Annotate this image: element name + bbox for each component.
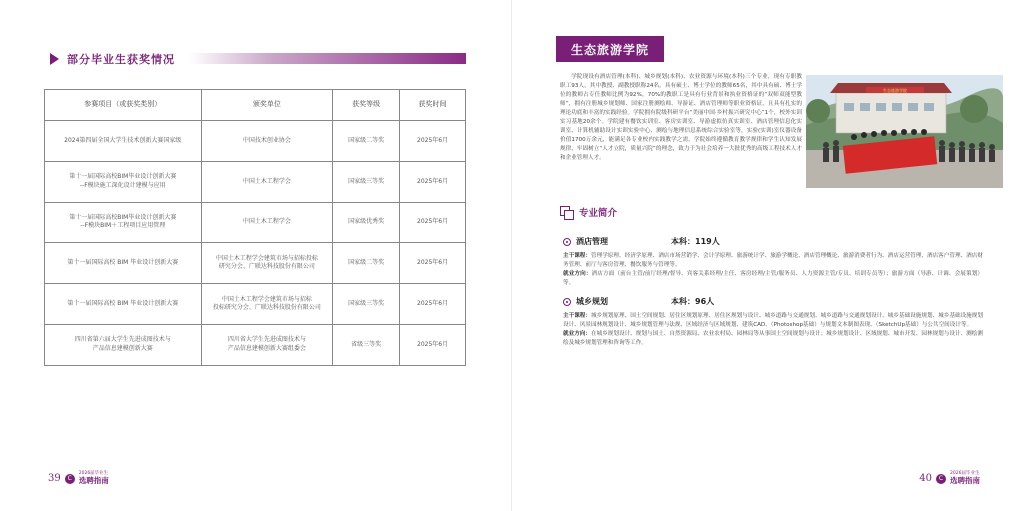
table-cell: 2025年6月 — [400, 121, 466, 162]
major-name: 酒店管理 — [576, 237, 608, 246]
core-text: 城乡规划原理、国土空间规划、居住区规划原理、居住区规划与设计、城乡道路与交通规划、城乡道路与交通规划设计、城乡基础设施规划、城乡基础设施规划设计、风景园林规划设计、城乡规划管理与法规、区域经济与区域规划、建筑CAD、（Photoshop基础）与规划文本制图表现、（SketchUp基础）与公共空间设计等。 — [563, 312, 983, 328]
table-cell: 中国土木工程学会建筑市场与招标投标 研究分会、广联达科技股份有限公司 — [201, 243, 333, 284]
core-label: 主干课程： — [563, 252, 591, 259]
major-title-row — [563, 296, 983, 309]
job-label: 就业方向： — [563, 270, 592, 277]
table-cell: 中国技术创业协会 — [201, 121, 333, 162]
job-text: 酒店方面（前台主管/前厅经理/督导、宾客关系经理/主任、客房经理/主管/服务员、人力资源主管/专员、培训专员等）；旅游方面（导游、计调、会展策划）等。 — [563, 270, 983, 286]
table-cell: 第十一届国际高校 BIM 毕业设计创新大赛 — [45, 284, 202, 325]
majors-heading — [560, 205, 617, 219]
page-number: 40 — [919, 473, 932, 485]
triangle-arrow-icon — [50, 53, 59, 65]
table-cell: 四川省第六届大学生先进成图技术与 产品信息建模创新大赛 — [45, 324, 202, 365]
award-table — [44, 89, 466, 366]
major-count: 本科：96人 — [671, 297, 715, 306]
table-row — [45, 202, 466, 243]
column-header: 参赛项目（或获奖类别） — [45, 90, 202, 121]
major-title-row — [563, 236, 983, 249]
section-title: 部分毕业生获奖情况 — [67, 52, 175, 66]
table-cell: 省级三等奖 — [333, 324, 400, 365]
college-title: 生态旅游学院 — [556, 36, 664, 62]
bullet-circle-icon — [563, 298, 571, 306]
table-cell: 国家级优秀奖 — [333, 202, 400, 243]
major-section — [563, 236, 983, 288]
major-count: 本科：119人 — [671, 237, 720, 246]
table-cell: 国家级三等奖 — [333, 284, 400, 325]
table-cell: 第十一届国际高校BIM毕业设计创新大赛 --F模块施工深化设计建模与应用 — [45, 161, 202, 202]
table-cell: 国家级二等奖 — [333, 243, 400, 284]
bullet-circle-icon — [563, 238, 571, 246]
logo-badge-icon: C — [936, 474, 946, 484]
table-cell: 2025年6月 — [400, 202, 466, 243]
column-header: 获奖等级 — [333, 90, 400, 121]
table-row — [45, 284, 466, 325]
college-intro: 学院现设有酒店管理(本科)、城乡规划(本科)、农业资源与环境(本科)三个专业，现有专职教职工93人，其中教授、副教授职称24名，具有硕士、博士学位的教师65名，其中具有硕、博士学位的教师占专任教师比例为92%，70%的教职工是具有行业背景和执业资格证的“双师双能型教师”，拥有注册城乡规划师、国家注册测绘师、导游证、酒店管理师等职业资格证，且具有扎实的理论功底和丰富的实践经验。学院拥有院级科研平台“美丽中国·乡村振兴研究中心”1个，校外实训实习基地20余个。学院建有餐饮实训室、客房实训室、导游虚拟仿真实训室、酒店管理信息化实训室、计算机辅助设计实训实验中心、测绘与地理信息系统综合实验室等，实验(实训)室仪器设备价值1700万余元，能满足各专业校内实践教学之需。学院始终遵循教育教学规律和学生认知发展规律，牢固树立“人才立院，质量兴院”的理念，致力于为社会培养一大批优秀的高级工程技术人才和企业管理人才。 — [560, 74, 802, 162]
table-row — [45, 243, 466, 284]
table-cell: 中国土木工程学会 — [201, 161, 333, 202]
footer-label — [950, 472, 980, 485]
major-career — [563, 330, 983, 348]
majors-heading-title: 专业简介 — [579, 208, 618, 219]
table-cell: 第十一届国际高校 BIM 毕业设计创新大赛 — [45, 243, 202, 284]
major-name: 城乡规划 — [576, 297, 608, 306]
overlapping-squares-icon — [560, 206, 573, 219]
photo-banner-text: 生态旅游学院 — [883, 88, 907, 93]
job-text: 在城乡规划设计、规划与国土、自然资源局、农业农村局、园林局等从事国土空间规划与设计；城乡规划设计、区域规划、城市开发、园林规划与设计、测绘测绘及城乡规划管理和咨询等工作。 — [563, 330, 983, 346]
job-label: 就业方向： — [563, 330, 591, 337]
footer-title: 选聘指南 — [950, 476, 980, 486]
table-header-row — [45, 90, 466, 121]
table-cell: 2024第四届全国大学生技术创新大赛国家级 — [45, 121, 202, 162]
logo-badge-icon: C — [65, 474, 75, 484]
table-cell: 2025年6月 — [400, 243, 466, 284]
footer-subtitle: 2026届毕业生 — [950, 471, 980, 477]
major-core-courses — [563, 312, 983, 330]
core-text: 管理学原理、经济学原理、酒店市场营销学、会计学原理、旅游统计学、旅游学概论、酒店管理概论、旅游消费者行为、酒店运营管理、酒店客户管理、酒店财务管理、前厅与客房管理、餐饮服务与管理等。 — [563, 252, 983, 268]
table-cell: 四川省大学生先进成图技术与 产品信息建模创新大赛组委会 — [201, 324, 333, 365]
section-header — [50, 52, 466, 65]
table-cell: 2025年6月 — [400, 324, 466, 365]
table-cell: 第十一届国际高校BIM毕业设计创新大赛 --F模块BIM＋工程项目应用管理 — [45, 202, 202, 243]
major-section — [563, 296, 983, 348]
table-cell: 2025年6月 — [400, 161, 466, 202]
campus-group-photo — [806, 75, 1003, 188]
footer-label — [79, 472, 109, 485]
core-label: 主干课程： — [563, 312, 591, 319]
column-header: 颁奖单位 — [201, 90, 333, 121]
table-cell: 国家级二等奖 — [333, 121, 400, 162]
major-core-courses — [563, 252, 983, 270]
footer-title: 选聘指南 — [78, 476, 109, 486]
header-gradient-bar — [189, 53, 466, 64]
footer-subtitle: 2026届毕业生 — [78, 471, 109, 477]
column-header: 获奖时间 — [400, 90, 466, 121]
major-career — [563, 270, 983, 288]
table-row — [45, 324, 466, 365]
table-row — [45, 161, 466, 202]
table-cell: 中国土木工程学会 — [201, 202, 333, 243]
page-number: 39 — [48, 473, 61, 485]
page-footer — [919, 472, 980, 485]
table-cell: 2025年6月 — [400, 284, 466, 325]
photo-illustration — [806, 75, 1003, 188]
table-cell: 国家级三等奖 — [333, 161, 400, 202]
page-footer — [48, 472, 109, 485]
table-row — [45, 121, 466, 162]
table-cell: 中国土木工程学会建筑市场与招标 投标研究分会、广联达科技股份有限公司 — [201, 284, 333, 325]
